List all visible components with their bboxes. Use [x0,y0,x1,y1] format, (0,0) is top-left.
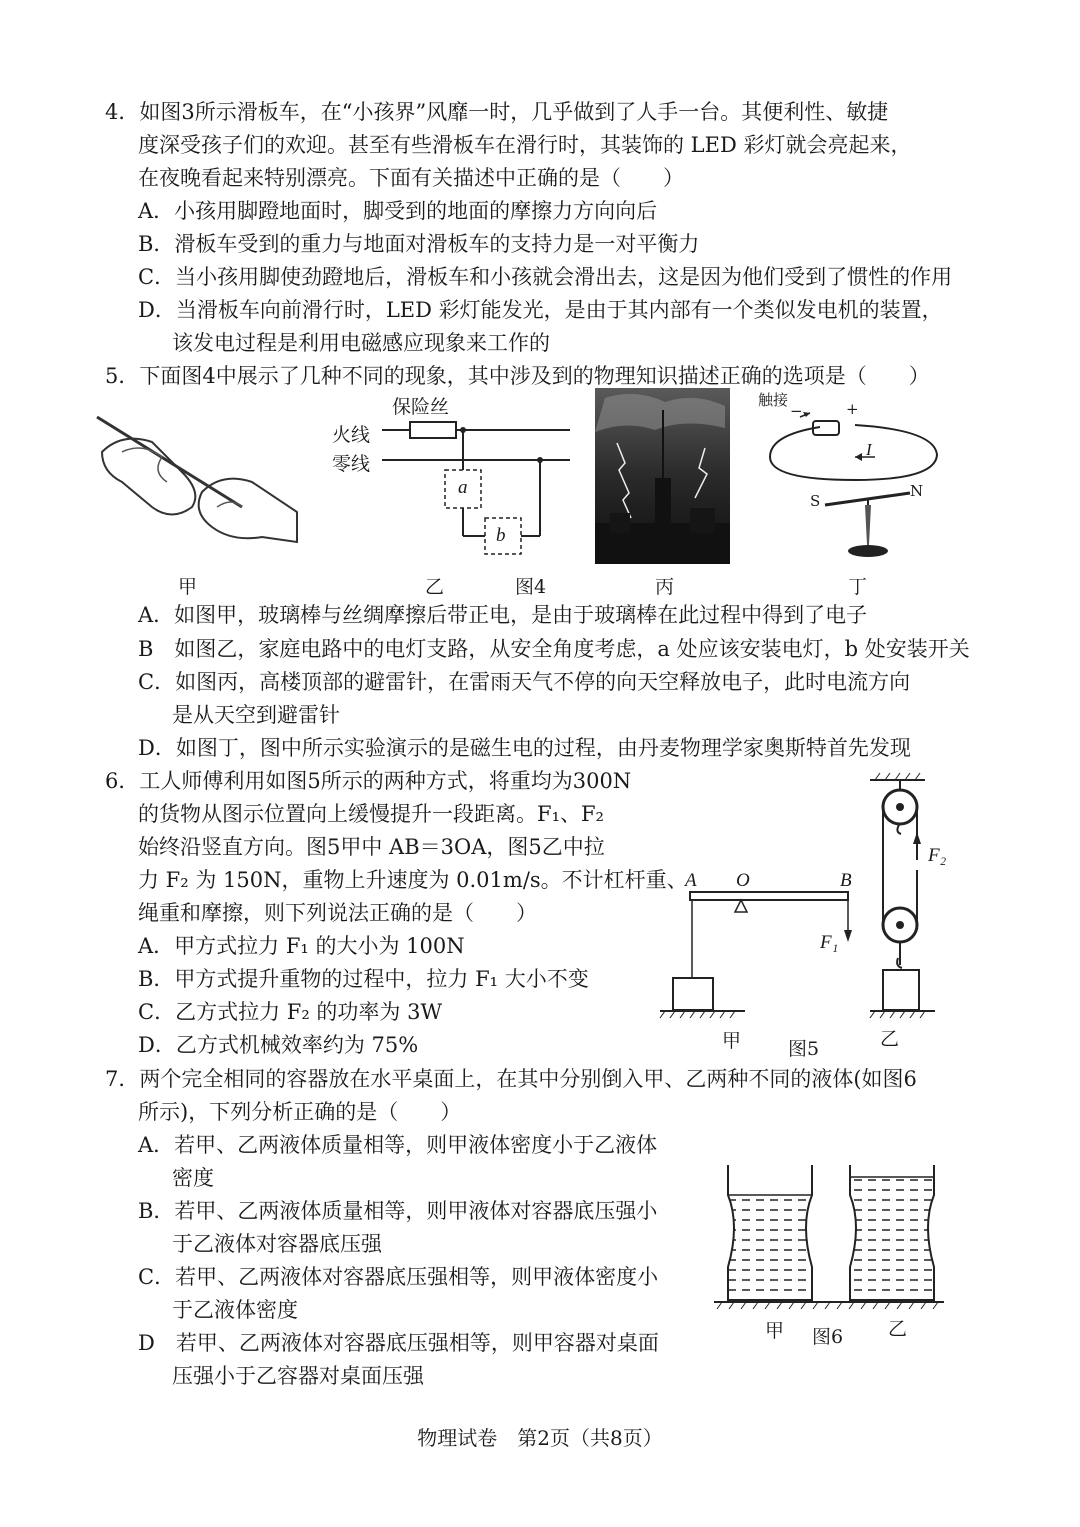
fig4-current-label: I [866,440,872,459]
q5-choice-d: D．如图丁，图中所示实验演示的是磁生电的过程，由丹麦物理学家奥斯特首先发现 [138,736,911,760]
fig4-label-bing: 丙 [655,576,675,598]
fig5-label-jia: 甲 [722,1030,742,1052]
fig4-caption: 图4 [515,576,547,598]
fig4-label-ding: 丁 [848,576,868,598]
q6-choice-c: C．乙方式拉力 F₂ 的功率为 3W [138,1000,443,1024]
q7-stem-line-1: 7．两个完全相同的容器放在水平桌面上，在其中分别倒入甲、乙两种不同的液体(如图6 [105,1067,917,1091]
q6-choice-a: A．甲方式拉力 F₁ 的大小为 100N [138,934,465,958]
q5-choice-a: A．如图甲，玻璃棒与丝绸摩擦后带正电，是由于玻璃棒在此过程中得到了电子 [138,603,868,627]
fig6-label-jia: 甲 [765,1320,785,1342]
fig4-plus-sign: + [846,400,859,418]
q4-choice-d-cont: 该发电过程是利用电磁感应现象来工作的 [172,331,550,355]
fig5-lever-and-pulley [655,770,955,1030]
fig6-caption: 图6 [812,1326,844,1348]
fig4-north-pole: N [910,482,924,500]
fig4-touch-label: 触接 [758,391,789,409]
q6-choice-d: D．乙方式机械效率约为 75% [138,1033,419,1057]
fig4-neutral-wire-label: 零线 [332,453,371,475]
page-footer: 物理试卷 第2页（共8页） [417,1426,663,1450]
q6-stem-line-4: 力 F₂ 为 150N，重物上升速度为 0.01m/s。不计杠杆重、 [138,868,688,892]
q6-stem-line-1: 6．工人师傅利用如图5所示的两种方式，将重均为300N [105,769,632,793]
q6-stem-line-5: 绳重和摩擦，则下列说法正确的是（ ） [138,901,537,925]
fig4-minus-sign: − [790,402,803,420]
fig4-bing-lightning-photo [595,388,730,564]
q5-choice-b: B 如图乙，家庭电路中的电灯支路，从安全角度考虑，a 处应该安装电灯，b 处安装开关 [138,637,970,661]
fig4-component-a: a [458,477,468,498]
fig4-label-yi: 乙 [425,576,445,598]
fig6-label-yi: 乙 [888,1318,908,1340]
fig4-label-jia: 甲 [178,576,198,598]
fig4-jia-illustration [92,412,302,552]
q4-stem-line-1: 4．如图3所示滑板车，在“小孩界”风靡一时，几乎做到了人手一台。其便利性、敏捷 [105,100,889,124]
fig4-south-pole: S [810,492,821,510]
q5-stem: 5．下面图4中展示了几种不同的现象，其中涉及到的物理知识描述正确的选项是（ ） [105,364,930,388]
q6-stem-line-3: 始终沿竖直方向。图5甲中 AB＝3OA，图5乙中拉 [138,835,605,859]
q4-stem-line-2: 度深受孩子们的欢迎。甚至有些滑板车在滑行时，其装饰的 LED 彩灯就会亮起来， [138,133,912,157]
q7-stem-line-2: 所示)，下列分析正确的是（ ） [138,1100,462,1124]
q6-choice-b: B．甲方式提升重物的过程中，拉力 F₁ 大小不变 [138,967,589,991]
q5-choice-c-cont: 是从天空到避雷针 [172,703,340,727]
fig5-force-f1: F₁ [820,932,839,953]
fig6-containers [712,1165,952,1315]
q7-choice-b: B．若甲、乙两液体质量相等，则甲液体对容器底压强小 [138,1199,658,1223]
q5-choice-c: C．如图丙，高楼顶部的避雷针，在雷雨天气不停的向天空释放电子，此时电流方向 [138,670,911,694]
q7-choice-a-cont: 密度 [172,1166,214,1190]
q4-choice-d: D．当滑板车向前滑行时，LED 彩灯能发光，是由于其内部有一个类似发电机的装置， [138,298,943,322]
fig4-component-b: b [496,525,506,546]
q7-choice-d-cont: 压强小于乙容器对桌面压强 [172,1364,424,1388]
q4-choice-a: A．小孩用脚蹬地面时，脚受到的地面的摩擦力方向向后 [138,199,658,223]
q7-choice-b-cont: 于乙液体对容器底压强 [172,1232,382,1256]
q7-choice-d: D 若甲、乙两液体对容器底压强相等，则甲容器对桌面 [138,1331,659,1355]
fig5-point-a: A [685,870,697,891]
q4-stem-line-3: 在夜晚看起来特别漂亮。下面有关描述中正确的是（ ） [138,166,684,190]
fig5-force-f2: F₂ [928,845,947,866]
q7-choice-a: A．若甲、乙两液体质量相等，则甲液体密度小于乙液体 [138,1133,658,1157]
q4-choice-c: C．当小孩用脚使劲蹬地后，滑板车和小孩就会滑出去，这是因为他们受到了惯性的作用 [138,265,953,289]
fig4-fuse-label: 保险丝 [392,396,450,418]
q4-choice-b: B．滑板车受到的重力与地面对滑板车的支持力是一对平衡力 [138,232,700,256]
fig5-label-yi: 乙 [880,1028,900,1050]
fig4-live-wire-label: 火线 [332,424,371,446]
fig5-point-b: B [840,870,852,891]
fig5-caption: 图5 [788,1038,820,1060]
q7-choice-c-cont: 于乙液体密度 [172,1298,298,1322]
q6-stem-line-2: 的货物从图示位置向上缓慢提升一段距离。F₁、F₂ [138,802,604,826]
fig5-point-o: O [736,870,750,891]
q7-choice-c: C．若甲、乙两液体对容器底压强相等，则甲液体密度小 [138,1265,659,1289]
